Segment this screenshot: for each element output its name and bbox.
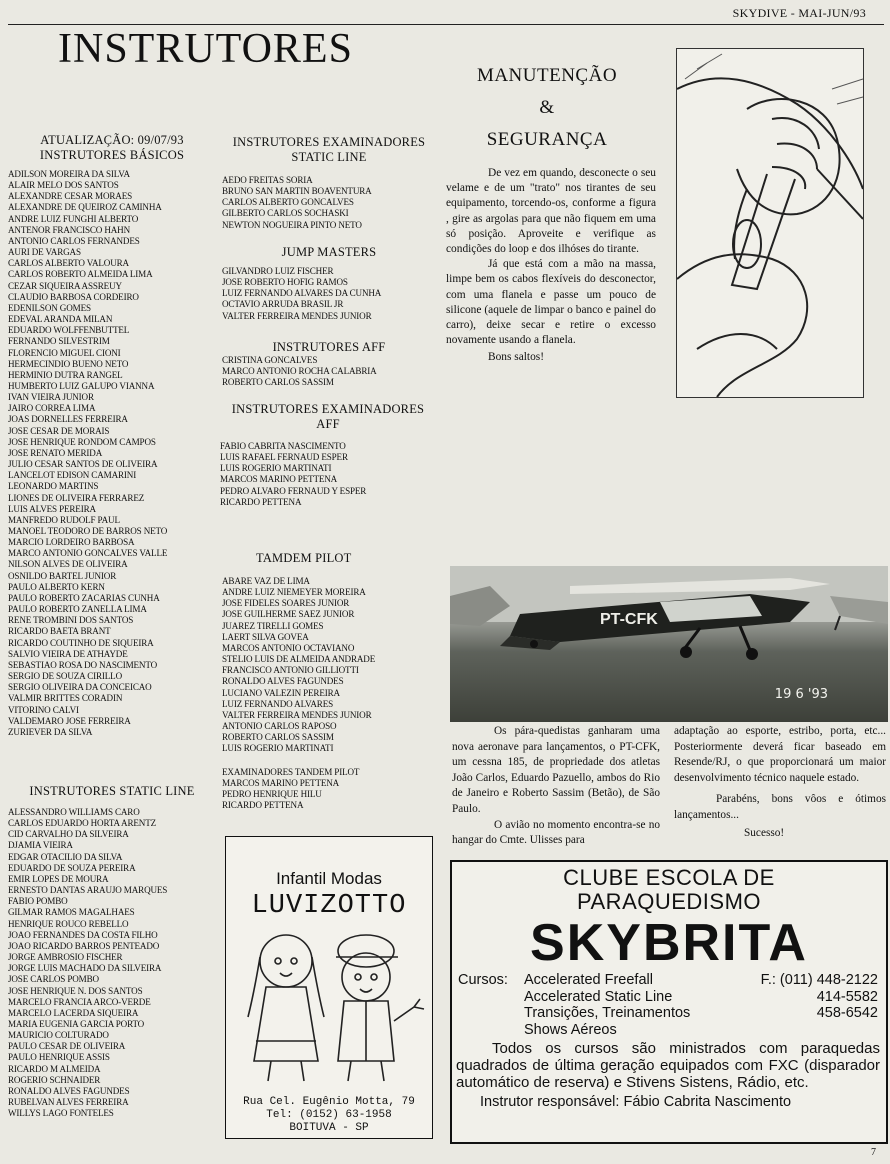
instructor-name: SERGIO OLIVEIRA DA CONCEICAO	[8, 682, 152, 693]
instructor-name: HERMECINDIO BUENO NETO	[8, 358, 129, 369]
skybrita-course-4: Shows Aéreos	[524, 1021, 617, 1038]
instructor-name: RENE TROMBINI DOS SANTOS	[8, 615, 134, 626]
page-title: INSTRUTORES	[58, 26, 353, 72]
instructor-name: VALTER FERREIRA MENDES JUNIOR	[222, 709, 372, 720]
instructor-name: JOSE CESAR DE MORAIS	[8, 425, 110, 436]
aff-list	[222, 355, 436, 388]
static-line-heading: INSTRUTORES STATIC LINE	[29, 784, 195, 798]
instructor-name: FABIO POMBO	[8, 896, 68, 907]
instructor-name: CARLOS ROBERTO ALMEIDA LIMA	[8, 269, 153, 280]
maintenance-p3: Bons saltos!	[488, 351, 545, 364]
caption-col-1	[452, 724, 660, 849]
luvizotto-name: LUVIZOTTO	[251, 891, 407, 921]
instructor-name: PAULO ROBERTO ZANELLA LIMA	[8, 604, 147, 615]
luvizotto-address: Rua Cel. Eugênio Motta, 79	[243, 1096, 415, 1108]
instructor-name: RUBELVAN ALVES FERREIRA	[8, 1097, 129, 1108]
issue-header: SKYDIVE - MAI-JUN/93	[732, 6, 866, 20]
instructor-name: JOSE ROBERTO HOFIG RAMOS	[222, 277, 348, 288]
instructor-name: MARCELO LACERDA SIQUEIRA	[8, 1007, 139, 1018]
skybrita-phone-2: 414-5582	[816, 988, 878, 1005]
instructor-name: JORGE AMBROSIO FISCHER	[8, 952, 123, 963]
instructor-name: GILBERTO CARLOS SOCHASKI	[222, 208, 349, 219]
instructor-name: ROGERIO SCHNAIDER	[8, 1074, 101, 1085]
maintenance-title-3: SEGURANÇA	[486, 129, 608, 150]
instructor-name: EDENILSON GOMES	[8, 302, 91, 313]
caption-p2: adaptação ao esporte, estribo, porta, etc... Posteriormente deverá ficar baseado em Resende/RJ, o que proporcionará um maior desenvolvimento técnico naquele estado.	[674, 725, 886, 784]
luvizotto-ad	[225, 836, 433, 1139]
skybrita-body: Todos os cursos são ministrados com paraquedas quadrados de última geração equipados com FXC (disparador automático de reserva) e Stivens Sistens, Rádio, etc.	[456, 1040, 880, 1091]
instructor-name: LUIS ALVES PEREIRA	[8, 503, 96, 514]
instructor-name: EDGAR OTACILIO DA SILVA	[8, 851, 123, 862]
instructor-name: MARCO ANTONIO GONCALVES VALLE	[8, 548, 168, 559]
skybrita-line2: PARAQUEDISMO	[576, 889, 762, 914]
instructor-name: VALTER FERREIRA MENDES JUNIOR	[222, 310, 372, 321]
instructor-name: RICARDO BAETA BRANT	[8, 626, 111, 637]
instructor-name: ANDRE LUIZ NIEMEYER MOREIRA	[222, 587, 366, 598]
instructor-name: IVAN VIEIRA JUNIOR	[8, 392, 94, 403]
hand-riser-drawing	[677, 49, 863, 397]
caption-col-2	[674, 724, 886, 841]
skybrita-courses-label: Cursos:	[458, 972, 508, 988]
instructor-name: WILLYS LAGO FONTELES	[8, 1108, 114, 1119]
instructor-name: CARLOS ALBERTO VALOURA	[8, 258, 129, 269]
instructor-name: CARLOS ALBERTO GONCALVES	[222, 197, 354, 208]
instructor-name: PAULO HENRIQUE ASSIS	[8, 1052, 110, 1063]
examiners-sl-heading-2: STATIC LINE	[291, 150, 367, 164]
instructor-name: JOSE HENRIQUE RONDOM CAMPOS	[8, 436, 156, 447]
update-date: ATUALIZAÇÃO: 09/07/93	[40, 133, 184, 147]
instructor-name: JOAO RICARDO BARROS PENTEADO	[8, 940, 160, 951]
instructor-name: ALESSANDRO WILLIAMS CARO	[8, 807, 140, 817]
instructor-name: LEONARDO MARTINS	[8, 481, 99, 492]
instructor-name: RICARDO PETTENA	[220, 496, 302, 507]
instructor-name: JOSE RENATO MERIDA	[8, 447, 103, 458]
maintenance-title-2: &	[539, 97, 555, 118]
instructor-name: LUIS ROGERIO MARTINATI	[220, 463, 332, 474]
instructor-name: STELIO LUIS DE ALMEIDA ANDRADE	[222, 654, 376, 665]
instructor-name: SEBASTIAO ROSA DO NASCIMENTO	[8, 659, 157, 670]
instructor-name: MARCIO LORDEIRO BARBOSA	[8, 537, 135, 548]
skybrita-instructor: Instrutor responsável: Fábio Cabrita Nascimento	[480, 1094, 792, 1110]
luvizotto-contact	[226, 1096, 432, 1135]
instructor-name: RICARDO PETTENA	[222, 799, 304, 810]
instructor-name: PEDRO HENRIQUE HILU	[222, 788, 322, 799]
instructor-name: CID CARVALHO DA SILVEIRA	[8, 829, 129, 840]
instructor-name: JOAS DORNELLES FERREIRA	[8, 414, 128, 425]
tandem-block	[222, 551, 436, 811]
skybrita-phone-3: 458-6542	[816, 1005, 878, 1021]
instructor-name: JOSE FIDELES SOARES JUNIOR	[222, 598, 350, 609]
instructor-name: JUAREZ TIRELLI GOMES	[222, 620, 324, 631]
maintenance-title-1: MANUTENÇÃO	[476, 65, 618, 86]
instructor-name: EMIR LOPES DE MOURA	[8, 873, 109, 884]
skybrita-courses-block	[452, 972, 886, 1038]
maintenance-p1: De vez em quando, desconecte o seu velame e de um "trato" nos tirantes de seu equipamento, torcendo-os, conforme a figura , gire as argolas para que não fiquem em uma só posição. Aproveite e verifique as condições do loop e dos ilhóses do tirante.	[446, 167, 656, 256]
instructor-name: JOSE CARLOS POMBO	[8, 974, 99, 985]
instructor-name: AEDO FREITAS SORIA	[222, 175, 313, 185]
instructor-name: ANDRE LUIZ FUNGHI ALBERTO	[8, 213, 139, 224]
instructor-name: JOSE HENRIQUE N. DOS SANTOS	[8, 985, 143, 996]
maintenance-p2: Já que está com a mão na massa, limpe bem os cabos flexíveis do desconector, com uma flanela e passe um pouco de silicone (aquele de limpar o banco e painel do carro), deixe secar e retire o excesso novamente usando a flanela.	[446, 258, 656, 347]
instructor-name: PAULO ROBERTO ZACARIAS CUNHA	[8, 592, 160, 603]
instructor-name: MAURICIO COLTURADO	[8, 1030, 109, 1041]
instructor-name: LIONES DE OLIVEIRA FERRAREZ	[8, 492, 145, 503]
instructor-name: HERMINIO DUTRA RANGEL	[8, 369, 123, 380]
instructor-name: MARCOS MARINO PETTENA	[222, 777, 340, 788]
instructor-name: GILMAR RAMOS MAGALHAES	[8, 907, 135, 918]
instructor-name: RONALDO ALVES FAGUNDES	[8, 1085, 130, 1096]
instructor-name: LANCELOT EDISON CAMARINI	[8, 470, 137, 481]
examiners-aff-heading-2: AFF	[316, 417, 340, 431]
instructor-name: AURI DE VARGAS	[8, 247, 81, 258]
tandem-list	[222, 576, 436, 755]
instructor-name: ANTONIO CARLOS FERNANDES	[8, 235, 140, 246]
caption-p1b: O avião no momento encontra-se no hangar do Cmte. Ulisses para	[452, 818, 660, 847]
instructor-name: FRANCISCO ANTONIO GILLIOTTI	[222, 665, 359, 676]
instructor-name: NEWTON NOGUEIRA PINTO NETO	[222, 219, 362, 230]
header-rule	[8, 24, 884, 25]
skybrita-course-2: Accelerated Static Line	[524, 988, 673, 1005]
instructor-name: JAIRO CORREA LIMA	[8, 403, 96, 414]
instructor-name: ROBERTO CARLOS SASSIM	[222, 377, 334, 388]
instructor-name: EDUARDO DE SOUZA PEREIRA	[8, 862, 136, 873]
instructor-name: ABARE VAZ DE LIMA	[222, 576, 310, 586]
jump-masters-block	[222, 245, 436, 322]
riser-illustration	[676, 48, 864, 398]
aff-block	[222, 340, 436, 388]
examiners-sl-heading-1: INSTRUTORES EXAMINADORES	[232, 135, 426, 149]
instructor-name: FERNANDO SILVESTRIM	[8, 336, 110, 347]
instructor-name: PEDRO ALVARO FERNAUD Y ESPER	[220, 485, 367, 496]
instructor-name: ROBERTO CARLOS SASSIM	[222, 732, 334, 743]
caption-p3: Parabéns, bons vôos e ótimos lançamentos...	[674, 793, 886, 821]
instructor-name: JOAO FERNANDES DA COSTA FILHO	[8, 929, 158, 940]
caption-p1: Os pára-quedistas ganharam uma nova aeronave para lançamentos, o PT-CFK, um cessna 185, de propriedade dos atletas João Carlos, Eduardo Pazuello, ambos do Rio de Janeiro e Roberto Sassim (Betão), de São Paulo.	[452, 725, 660, 815]
caption-p4: Sucesso!	[744, 826, 785, 839]
instructor-name: JORGE LUIS MACHADO DA SILVEIRA	[8, 963, 162, 974]
instructor-name: ALAIR MELO DOS SANTOS	[8, 180, 119, 191]
instructor-name: LAERT SILVA GOVEA	[222, 631, 309, 642]
tandem-exam-heading: EXAMINADORES TANDEM PILOT	[222, 766, 360, 777]
jump-masters-list	[222, 266, 436, 322]
instructor-name: SALVIO VIEIRA DE ATHAYDE	[8, 648, 128, 659]
maintenance-title	[444, 60, 650, 156]
instructor-name: NILSON ALVES DE OLIVEIRA	[8, 559, 128, 570]
instructor-name: FLORENCIO MIGUEL CIONI	[8, 347, 121, 358]
airplane-photo	[450, 566, 888, 722]
skybrita-phones	[761, 972, 878, 1022]
instructor-name: RONALDO ALVES FAGUNDES	[222, 676, 344, 687]
skybrita-name: SKYBRITA	[530, 914, 808, 972]
skybrita-phone-1: F.: (011) 448-2122	[760, 972, 878, 988]
instructor-name: MANFREDO RUDOLF PAUL	[8, 514, 120, 525]
instructor-name: ANTONIO CARLOS RAPOSO	[222, 721, 337, 732]
instructor-name: PAULO ALBERTO KERN	[8, 581, 105, 592]
children-illustration	[226, 921, 432, 1091]
skybrita-ad	[450, 860, 888, 1144]
instructor-name: ADILSON MOREIRA DA SILVA	[8, 169, 130, 179]
examiners-aff-list	[220, 441, 436, 508]
instructor-name: MARCOS MARINO PETTENA	[220, 474, 338, 485]
basic-instructors-list	[8, 169, 216, 738]
instructor-name: RICARDO COUTINHO DE SIQUEIRA	[8, 637, 154, 648]
instructor-name: VALMIR BRITTES CORADIN	[8, 693, 123, 704]
instructor-name: ANTENOR FRANCISCO HAHN	[8, 224, 131, 235]
photo-date-stamp: 19 6 '93	[774, 687, 828, 702]
skybrita-courses	[524, 972, 690, 1038]
basic-heading: INSTRUTORES BÁSICOS	[39, 148, 185, 162]
instructor-name: DJAMIA VIEIRA	[8, 840, 73, 851]
instructor-name: VITORINO CALVI	[8, 704, 79, 715]
instructor-name: MANOEL TEODORO DE BARROS NETO	[8, 526, 168, 536]
instructor-name: MARCELO FRANCIA ARCO-VERDE	[8, 996, 151, 1007]
instructor-name: JULIO CESAR SANTOS DE OLIVEIRA	[8, 459, 158, 470]
instructor-name: LUIZ FERNANDO ALVARES DA CUNHA	[222, 288, 382, 299]
column-static-line	[8, 784, 216, 1119]
instructor-name: LUIS ROGERIO MARTINATI	[222, 743, 334, 754]
skybrita-course-3: Transições, Treinamentos	[524, 1005, 691, 1021]
maintenance-body	[446, 166, 656, 366]
instructor-name: LUIS RAFAEL FERNAUD ESPER	[220, 452, 348, 463]
instructor-name: EDUARDO WOLFFENBUTTEL	[8, 325, 130, 336]
instructor-name: CARLOS EDUARDO HORTA ARENTZ	[8, 818, 157, 829]
instructor-name: EDEVAL ARANDA MILAN	[8, 314, 113, 325]
instructor-name: OSNILDO BARTEL JUNIOR	[8, 570, 117, 581]
instructor-name: FABIO CABRITA NASCIMENTO	[220, 441, 346, 451]
examiners-aff-block	[220, 402, 436, 508]
instructor-name: CLAUDIO BARBOSA CORDEIRO	[8, 291, 139, 302]
luvizotto-phone: Tel: (0152) 63-1958	[266, 1109, 392, 1121]
instructor-name: MARCOS ANTONIO OCTAVIANO	[222, 642, 355, 653]
instructor-name: ZURIEVER DA SILVA	[8, 726, 93, 737]
tandem-exam-list	[222, 778, 436, 811]
instructor-name: SERGIO DE SOUZA CIRILLO	[8, 671, 123, 682]
page-number: 7	[871, 1147, 876, 1158]
instructor-name: MARCO ANTONIO ROCHA CALABRIA	[222, 366, 377, 377]
aff-heading: INSTRUTORES AFF	[272, 340, 386, 354]
instructor-name: ALEXANDRE CESAR MORAES	[8, 191, 133, 202]
instructor-name: BRUNO SAN MARTIN BOAVENTURA	[222, 186, 372, 197]
examiners-sl-list	[222, 175, 436, 231]
instructor-name: VALDEMARO JOSE FERREIRA	[8, 715, 131, 726]
column-examiners	[222, 135, 436, 231]
instructor-name: LUCIANO VALEZIN PEREIRA	[222, 687, 340, 698]
instructor-name: RICARDO M ALMEIDA	[8, 1063, 101, 1074]
instructor-name: CRISTINA GONCALVES	[222, 355, 318, 365]
instructor-name: PAULO CESAR DE OLIVEIRA	[8, 1041, 126, 1052]
instructor-name: MARIA EUGENIA GARCIA PORTO	[8, 1018, 145, 1029]
instructor-name: OCTAVIO ARRUDA BRASIL JR	[222, 299, 344, 310]
skybrita-line1: CLUBE ESCOLA DE	[563, 865, 775, 890]
luvizotto-city: BOITUVA - SP	[289, 1122, 369, 1134]
jump-masters-heading: JUMP MASTERS	[281, 245, 377, 259]
static-line-list	[8, 807, 216, 1119]
instructor-name: HUMBERTO LUIZ GALUPO VIANNA	[8, 380, 155, 391]
instructor-name: HENRIQUE ROUCO REBELLO	[8, 918, 129, 929]
tandem-heading: TAMDEM PILOT	[256, 551, 352, 565]
instructor-name: JOSE GUILHERME SAEZ JUNIOR	[222, 609, 355, 620]
skybrita-course-1: Accelerated Freefall	[524, 972, 653, 988]
instructor-name: ERNESTO DANTAS ARAUJO MARQUES	[8, 885, 168, 896]
column-basic-instructors	[8, 133, 216, 738]
instructor-name: GILVANDRO LUIZ FISCHER	[222, 266, 334, 276]
examiners-aff-heading-1: INSTRUTORES EXAMINADORES	[231, 402, 425, 416]
instructor-name: CEZAR SIQUEIRA ASSREUY	[8, 280, 122, 291]
instructor-name: LUIZ FERNANDO ALVARES	[222, 698, 334, 709]
aircraft-registration: PT-CFK	[600, 611, 658, 628]
instructor-name: ALEXANDRE DE QUEIROZ CAMINHA	[8, 202, 162, 213]
luvizotto-line1: Infantil Modas	[276, 869, 382, 888]
